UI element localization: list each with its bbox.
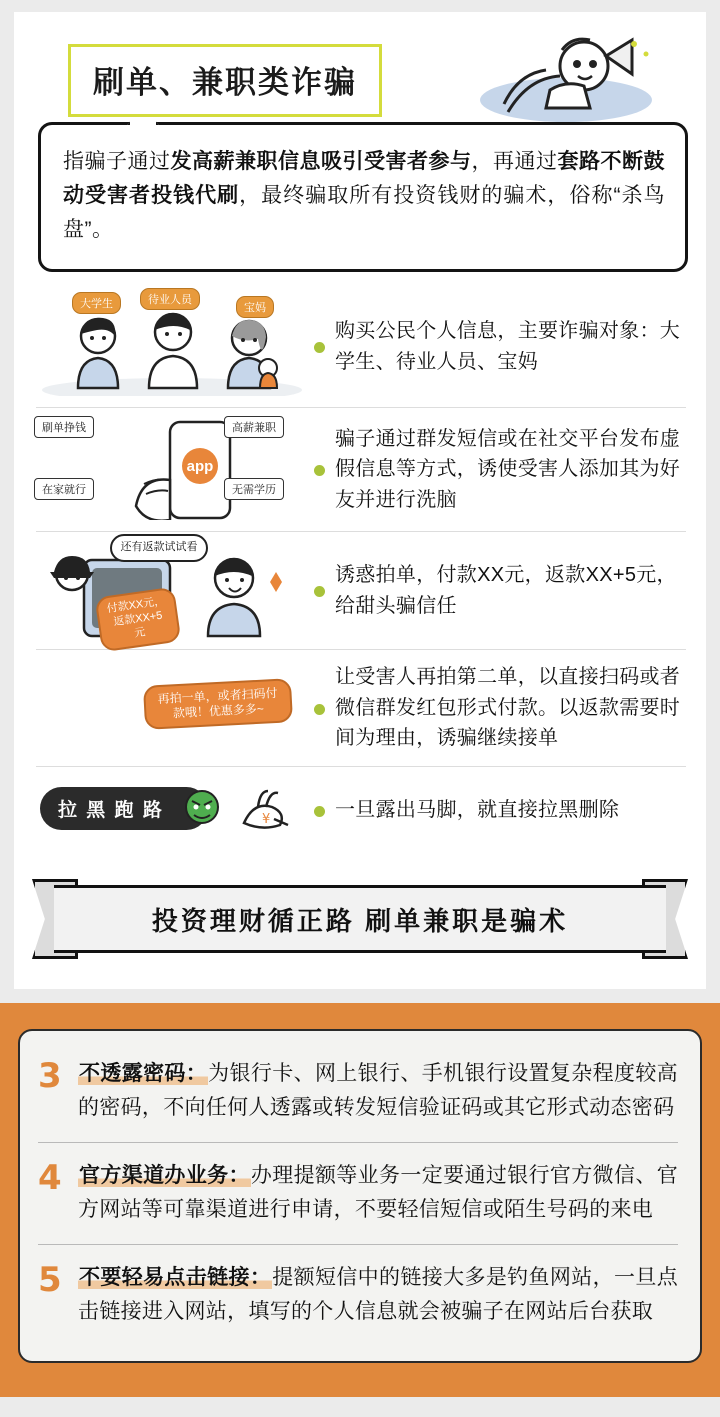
bullet-dot xyxy=(314,806,325,817)
svg-text:¥: ¥ xyxy=(262,812,271,828)
three-people-with-labels xyxy=(36,292,308,401)
ribbon-body xyxy=(54,885,666,953)
step-item xyxy=(36,286,686,408)
tip-item xyxy=(38,1041,678,1143)
step-text: 一旦露出马脚，就直接拉黑删除 xyxy=(335,798,620,821)
step-body xyxy=(308,773,686,847)
tips-card xyxy=(18,1029,702,1363)
step-text: 诱惑拍单，付款XX元，返款XX+5元，给甜头骗信任 xyxy=(335,564,677,617)
blacklist-pill: 拉 黑 跑 路 xyxy=(40,787,208,830)
label-tag: 无需学历 xyxy=(224,478,284,500)
angry-face-and-runner-icon xyxy=(36,773,308,843)
page-title: 刷单、兼职类诈骗 xyxy=(93,65,357,100)
step-body xyxy=(308,414,686,525)
step-item xyxy=(36,767,686,853)
step-item xyxy=(36,408,686,532)
app-icon: app xyxy=(182,448,218,484)
tip-body: 为银行卡、网上银行、手机银行设置复杂程度较高的密码，不向任何人透露或转发短信验证码或其它形式动态密码 xyxy=(78,1062,678,1119)
label-tag: 宝妈 xyxy=(236,296,274,318)
step-text: 让受害人再拍第二单，以直接扫码或者微信群发红包形式付款。以返款需要时间为理由，诱骗继续接单 xyxy=(335,666,681,750)
definition-seg-2: ，再通过 xyxy=(471,150,558,173)
definition-seg-4: ，最终骗取所有投资钱财的骗术，俗称“杀鸟盘”。 xyxy=(63,184,665,242)
step-text: 骗子通过群发短信或在社交平台发布虚假信息等方式，诱使受害人添加其为好友并进行洗脑 xyxy=(335,427,681,511)
label-tag: 高薪兼职 xyxy=(224,416,284,438)
tip-number: 5 xyxy=(38,1260,62,1301)
bullet-dot xyxy=(314,342,325,353)
definition-seg-3: 套路不断鼓动受害者投钱代刷 xyxy=(63,150,665,208)
bullet-dot xyxy=(314,465,325,476)
blacklist-running-away xyxy=(36,773,308,847)
hand-holding-phone-with-app xyxy=(36,414,308,525)
tip-body: 提额短信中的链接大多是钓鱼网站，一旦点击链接进入网站，填写的个人信息就会被骗子在网站后台获取 xyxy=(78,1266,678,1324)
top-panel xyxy=(14,12,706,989)
screen-bubble: 付款XX元，返款XX+5元 xyxy=(95,587,182,653)
slogan-banner xyxy=(32,871,688,967)
tip-text xyxy=(78,1261,678,1328)
title-row xyxy=(30,30,690,116)
tip-body: 办理提额等业务一定要通过银行官方微信、官方网站等可靠渠道进行申请，不要轻信短信或陌生号码的来电 xyxy=(78,1164,678,1221)
tip-number: 4 xyxy=(38,1158,62,1199)
label-tag: 在家就行 xyxy=(34,478,94,500)
bullet-dot xyxy=(314,704,325,715)
chat-bubble-orange xyxy=(36,656,308,760)
person-with-megaphone-illustration xyxy=(446,32,676,124)
tip-lead: 官方渠道办业务： xyxy=(79,1164,250,1188)
step-body xyxy=(308,292,686,401)
step-text: 购买公民个人信息，主要诈骗对象：大学生、待业人员、宝妈 xyxy=(335,320,681,373)
step-item xyxy=(36,532,686,650)
tip-item xyxy=(38,1245,678,1346)
tips-panel xyxy=(0,1003,720,1397)
step-item xyxy=(36,650,686,767)
slogan-text: 投资理财循正路 刷单兼职是骗术 xyxy=(151,905,569,936)
tip-lead: 不要轻易点击链接： xyxy=(79,1266,272,1290)
tip-lead: 不透露密码： xyxy=(79,1062,208,1086)
speech-bubble: 还有返款试试看 xyxy=(110,534,208,562)
speech-bubble: 再拍一单，或者扫码付款哦！优惠多多~ xyxy=(143,678,293,730)
label-tag: 待业人员 xyxy=(140,288,200,310)
tip-item xyxy=(38,1143,678,1245)
tip-text xyxy=(78,1057,678,1124)
label-tag: 大学生 xyxy=(72,292,121,314)
definition-seg-1: 发高薪兼职信息吸引受害者参与 xyxy=(170,150,472,173)
steps-list xyxy=(36,286,686,853)
bullet-dot xyxy=(314,586,325,597)
definition-seg-0: 指骗子通过 xyxy=(63,150,171,173)
title-box xyxy=(68,44,382,117)
definition-text xyxy=(63,145,665,247)
tip-number: 3 xyxy=(38,1056,62,1097)
definition-box xyxy=(38,122,688,272)
label-tag: 刷单挣钱 xyxy=(34,416,94,438)
scammer-and-victim-chat xyxy=(36,538,308,643)
tip-text xyxy=(78,1159,678,1226)
step-body xyxy=(308,538,686,643)
step-body xyxy=(308,656,686,760)
